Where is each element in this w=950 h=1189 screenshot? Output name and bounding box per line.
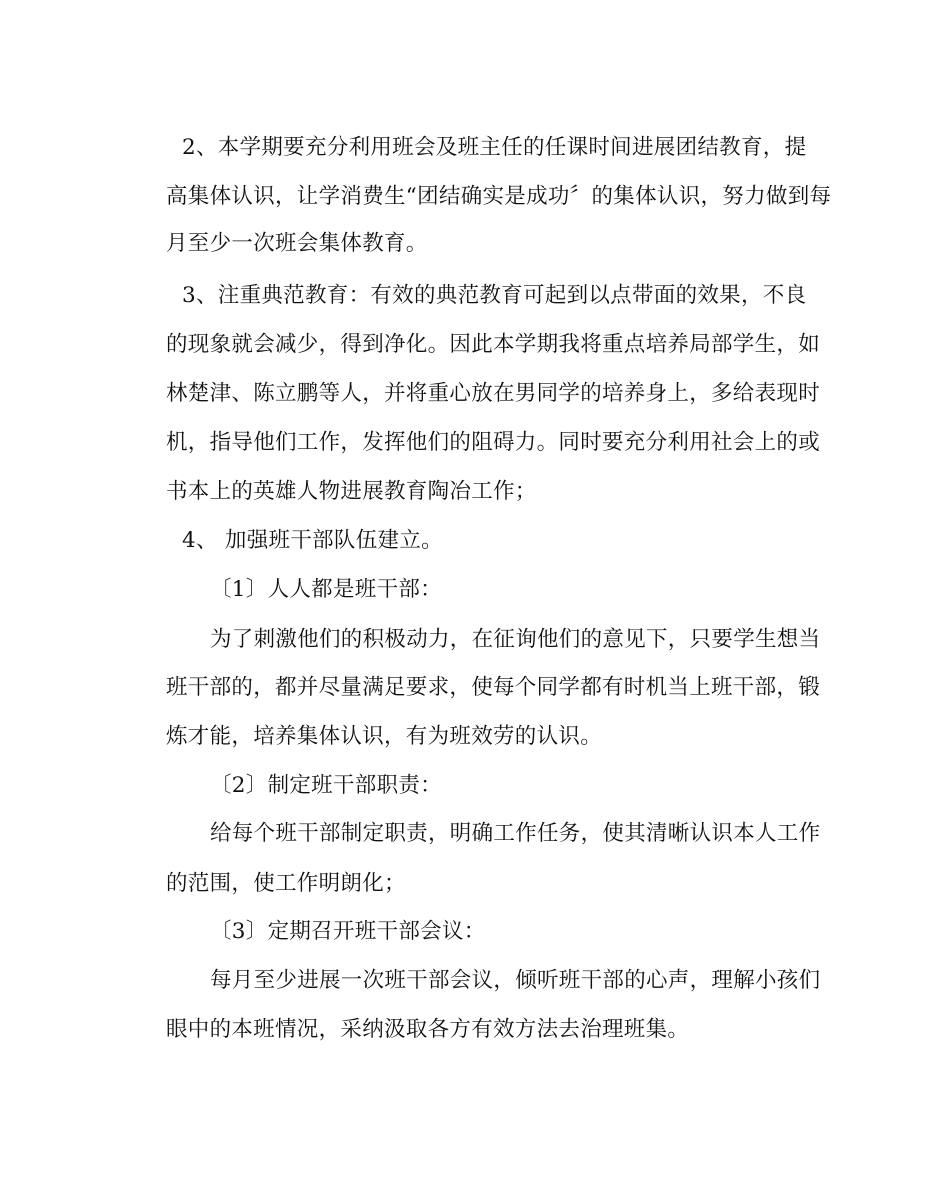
text-line: 3、注重典范教育：有效的典范教育可起到以点带面的效果，不良 [182,283,807,308]
subheading: 〔3〕定期召开班干部会议： [210,919,486,944]
text-line: 每月至少进展一次班干部会议，倾听班干部的心声，理解小孩们 [210,968,821,993]
text-line: 的范围，使工作明朗化； [166,871,406,896]
text-line: 炼才能，培养集体认识，有为班效劳的认识。 [166,724,603,749]
text-line: 月至少一次班会集体教育。 [166,231,428,256]
text-line: 的现象就会减少，得到净化。因此本学期我将重点培养局部学生，如 [166,332,821,357]
text-line: 林楚津、陈立鹏等人，并将重心放在男同学的培养身上，多给表现时 [166,381,821,406]
text-line: 班干部的，都并尽量满足要求，使每个同学都有时机当上班干部，锻 [166,675,821,700]
text-line: 高集体认识，让学消费生“团结确实是成功〞的集体认识，努力做到每 [166,184,832,209]
subheading: 〔2〕制定班干部职责： [210,773,442,798]
text-line: 给每个班干部制定职责，明确工作任务，使其清晰认识本人工作 [210,821,821,846]
subheading: 〔1〕人人都是班干部： [210,577,442,602]
section-heading: 4、 加强班干部队伍建立。 [182,528,443,553]
text-line: 眼中的本班情况，采纳汲取各方有效方法去治理班集。 [166,1017,690,1042]
text-line: 机，指导他们工作，发挥他们的阻碍力。同时要充分利用社会上的或 [166,430,821,455]
text-line: 书本上的英雄人物进展教育陶冶工作； [166,479,537,504]
text-line: 2、本学期要充分利用班会及班主任的任课时间进展团结教育，提 [182,135,807,160]
text-line: 为了刺激他们的积极动力，在征询他们的意见下，只要学生想当 [210,627,821,652]
